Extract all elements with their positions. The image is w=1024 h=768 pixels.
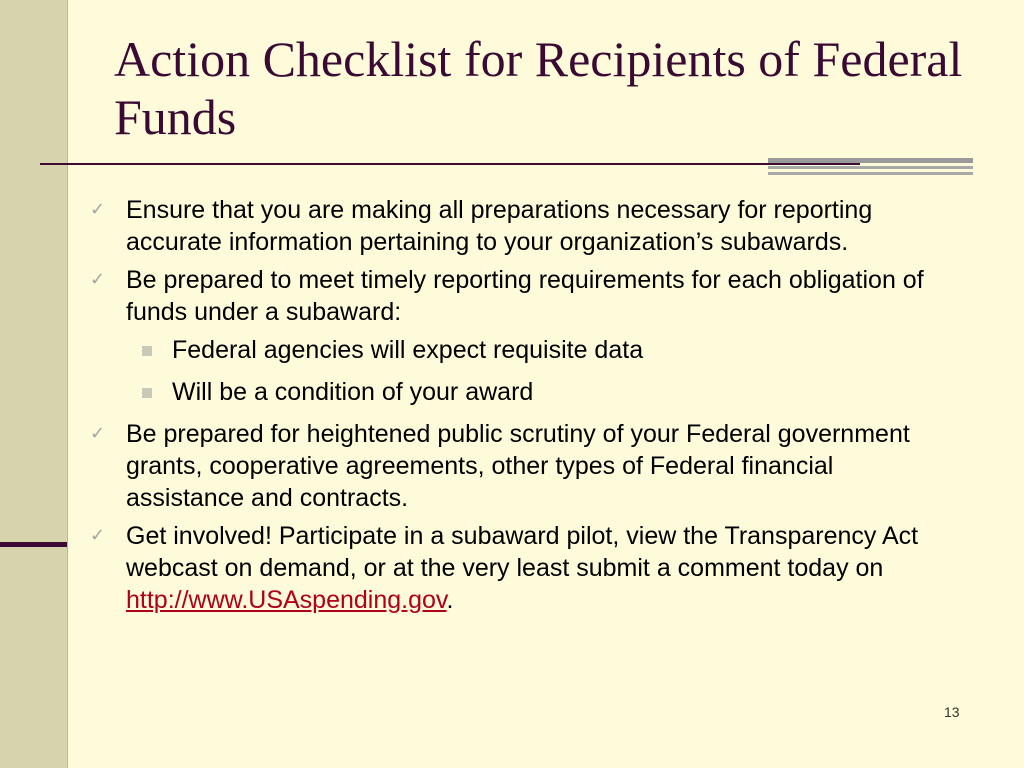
bullet-text: Be prepared to meet timely reporting requirements for each obligation of funds under a subaward: [126, 266, 924, 326]
bullet-item [90, 264, 950, 328]
sub-bullet-text: Federal agencies will expect requisite data [172, 336, 644, 364]
square-bullet-icon [142, 388, 152, 398]
sub-bullet-item [90, 376, 950, 408]
sub-bullet-text: Will be a condition of your award [172, 378, 534, 406]
bullet-item [90, 520, 950, 616]
bullet-list [90, 194, 950, 622]
checkmark-icon: ✓ [90, 423, 106, 444]
square-bullet-icon [142, 346, 152, 356]
checkmark-icon: ✓ [90, 269, 106, 290]
checkmark-icon: ✓ [90, 525, 106, 546]
title-divider [40, 163, 860, 165]
bullet-text: Ensure that you are making all preparations necessary for reporting accurate information pertaining to your organization’s subawards. [126, 196, 873, 256]
bullet-text: Get involved! Participate in a subaward pilot, view the Transparency Act webcast on demand, or at the very least submit a comment today on [126, 522, 919, 582]
bullet-text: Be prepared for heightened public scrutiny of your Federal government grants, cooperative agreements, other types of Federal financial assistance and contracts. [126, 420, 910, 512]
title-divider-accent [768, 158, 973, 178]
side-accent-bar [0, 542, 67, 547]
page-number: 13 [944, 704, 960, 720]
sub-bullet-item [90, 334, 950, 366]
bullet-item [90, 418, 950, 514]
slide-title: Action Checklist for Recipients of Federal Funds [114, 31, 963, 145]
usaspending-link[interactable]: http://www.USAspending.gov [126, 586, 447, 614]
checkmark-icon: ✓ [90, 199, 106, 220]
side-band [0, 0, 68, 768]
bullet-text-end: . [446, 586, 454, 614]
bullet-item [90, 194, 950, 258]
